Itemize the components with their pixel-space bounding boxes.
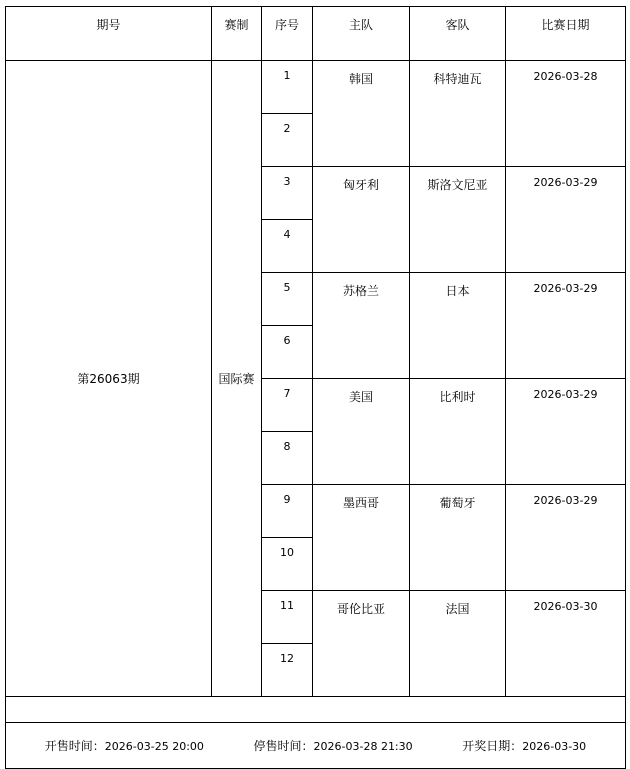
seq-cell: 8: [262, 432, 313, 485]
home-team: 苏格兰: [313, 273, 410, 379]
match-date: 2026-03-29: [506, 273, 626, 379]
empty-cell: [6, 697, 626, 723]
schedule-table: [5, 6, 626, 769]
footer-cell: [6, 723, 626, 769]
empty-row: [6, 697, 626, 723]
stop-time-label: 停售时间：: [253, 739, 314, 753]
draw-date-value: 2026-03-30: [522, 740, 587, 753]
home-team: 墨西哥: [313, 485, 410, 591]
seq-cell: 3: [262, 167, 313, 220]
open-time: [45, 737, 204, 754]
home-team: 韩国: [313, 61, 410, 167]
header-row: [6, 7, 626, 61]
stop-time: [254, 737, 413, 754]
home-team: 哥伦比亚: [313, 591, 410, 697]
draw-date: [462, 737, 586, 754]
seq-cell: 10: [262, 538, 313, 591]
seq-cell: 11: [262, 591, 313, 644]
away-team: 法国: [410, 591, 506, 697]
match-date: 2026-03-30: [506, 591, 626, 697]
open-time-label: 开售时间：: [44, 739, 105, 753]
draw-date-label: 开奖日期：: [462, 739, 523, 753]
away-team: 比利时: [410, 379, 506, 485]
away-team: 葡萄牙: [410, 485, 506, 591]
header-away: 客队: [410, 7, 506, 61]
away-team: 日本: [410, 273, 506, 379]
seq-cell: 2: [262, 114, 313, 167]
table-row: [6, 61, 626, 114]
stop-time-value: 2026-03-28 21:30: [313, 740, 413, 753]
seq-cell: 5: [262, 273, 313, 326]
header-format: 赛制: [212, 7, 262, 61]
seq-cell: 4: [262, 220, 313, 273]
seq-cell: 6: [262, 326, 313, 379]
header-date: 比赛日期: [506, 7, 626, 61]
away-team: 斯洛文尼亚: [410, 167, 506, 273]
match-date: 2026-03-29: [506, 485, 626, 591]
header-seq: 序号: [262, 7, 313, 61]
seq-cell: 12: [262, 644, 313, 697]
open-time-value: 2026-03-25 20:00: [104, 740, 204, 753]
seq-cell: 1: [262, 61, 313, 114]
away-team: 科特迪瓦: [410, 61, 506, 167]
header-period: 期号: [6, 7, 212, 61]
match-date: 2026-03-28: [506, 61, 626, 167]
period-cell: 第26063期: [6, 61, 212, 697]
match-date: 2026-03-29: [506, 379, 626, 485]
home-team: 美国: [313, 379, 410, 485]
header-home: 主队: [313, 7, 410, 61]
seq-cell: 7: [262, 379, 313, 432]
match-date: 2026-03-29: [506, 167, 626, 273]
footer-row: [6, 723, 626, 769]
format-cell: 国际赛: [212, 61, 262, 697]
home-team: 匈牙利: [313, 167, 410, 273]
seq-cell: 9: [262, 485, 313, 538]
